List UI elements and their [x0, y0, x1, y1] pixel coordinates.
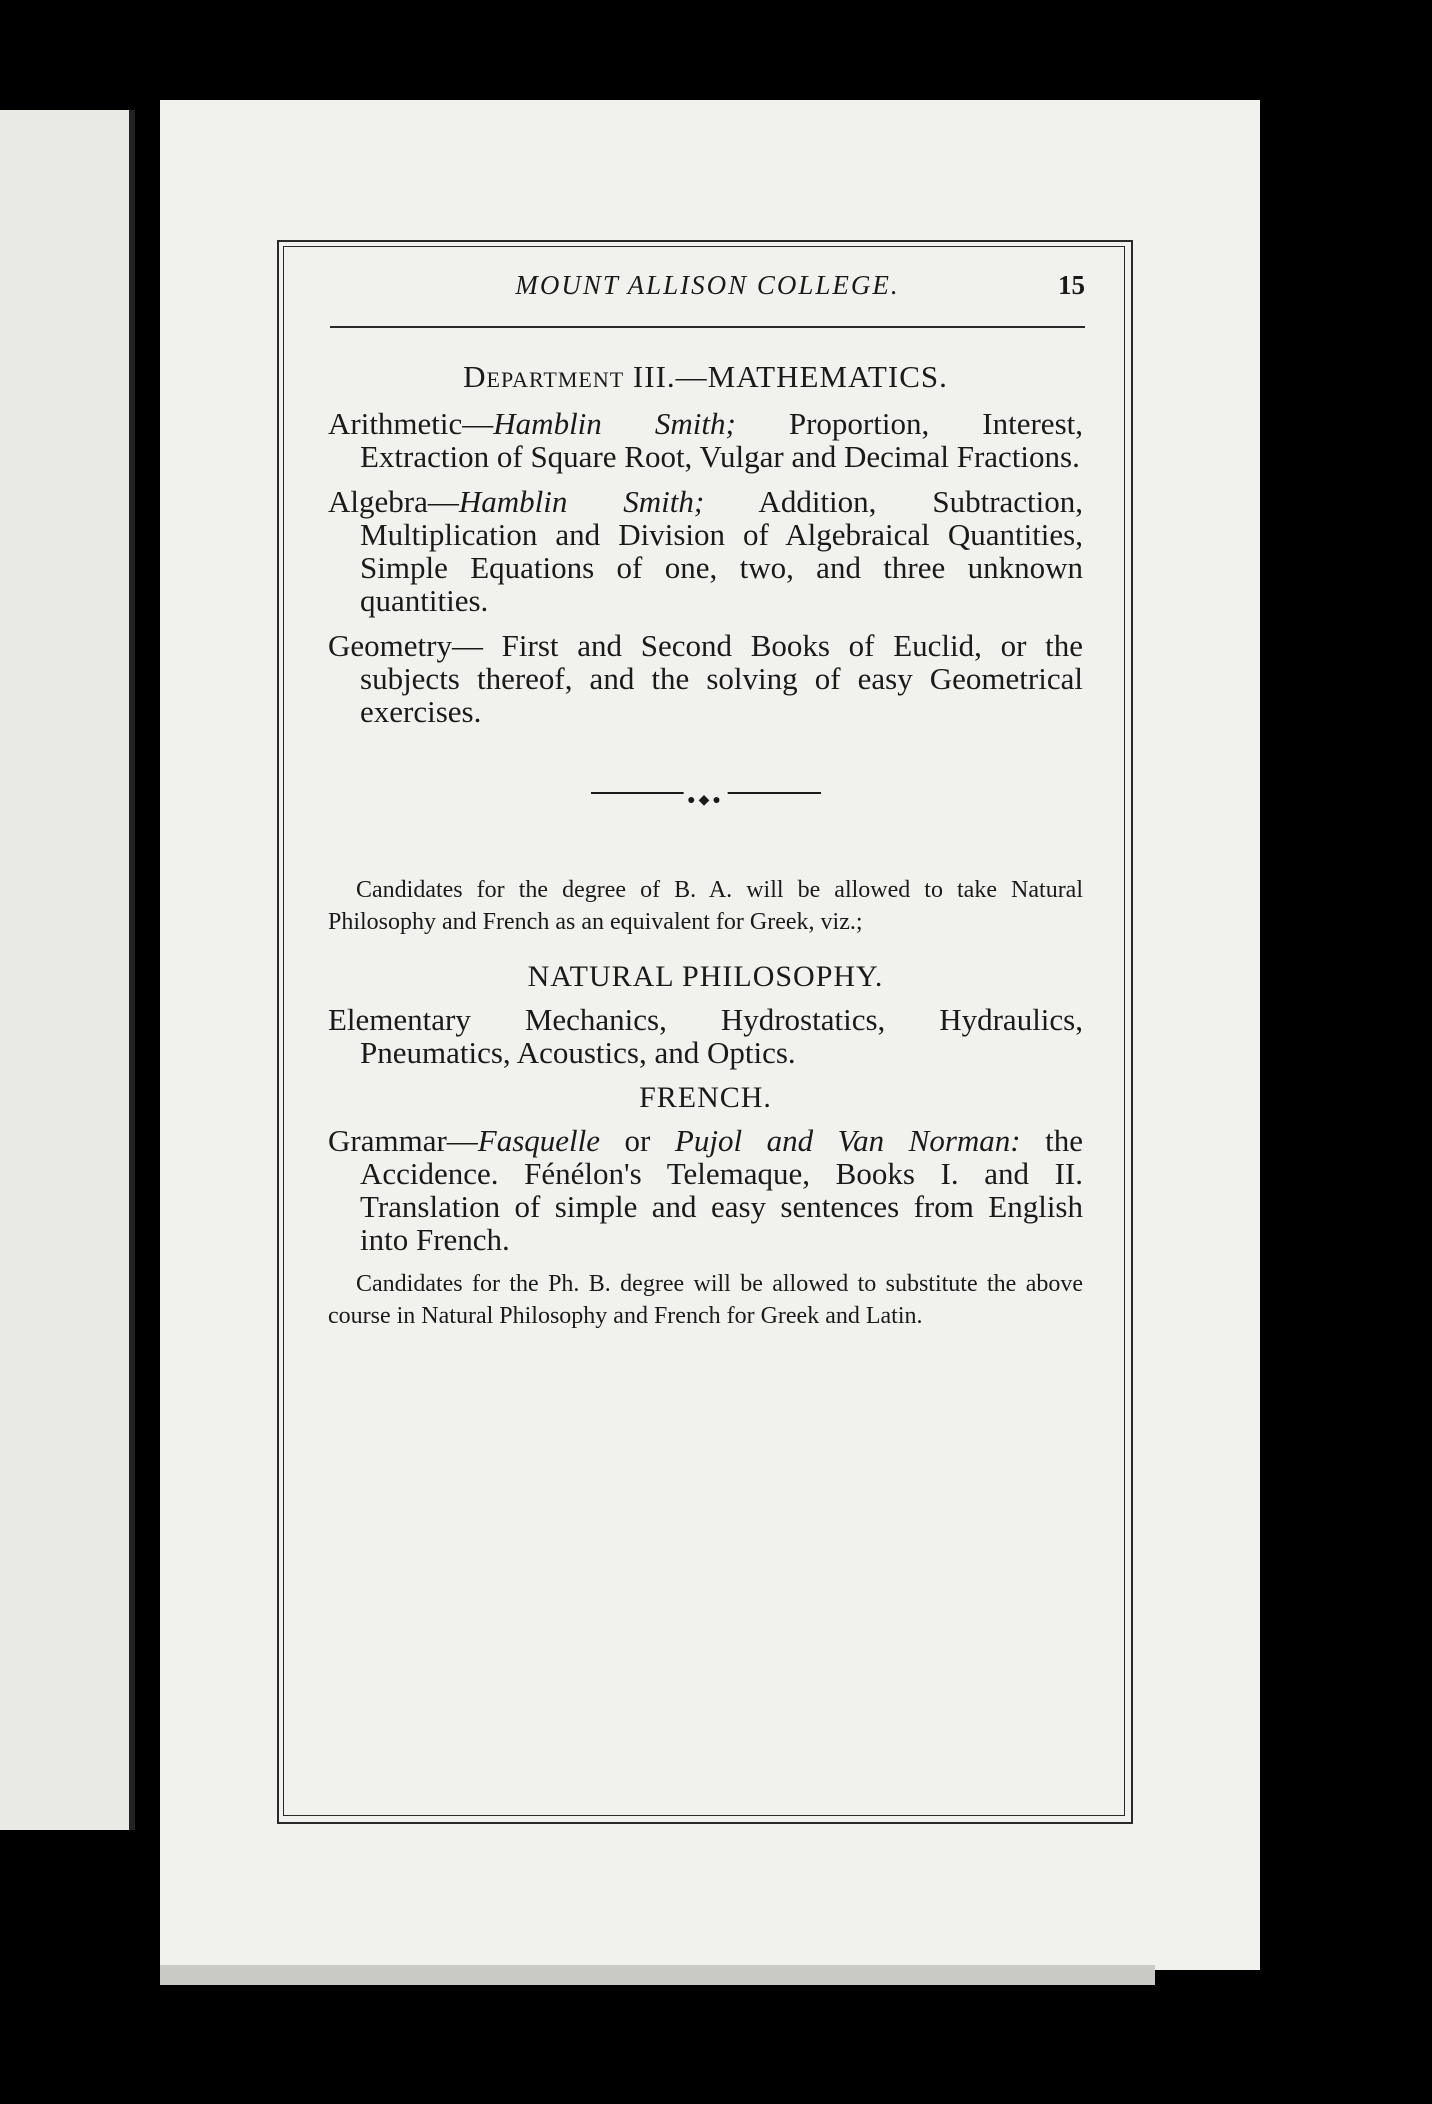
french-entry: [328, 1124, 1083, 1256]
entry-text: Proportion, Interest, Extraction of Square Root, Vulgar and Decimal Fractions.: [360, 406, 1083, 474]
natural-philosophy-heading: NATURAL PHILOSOPHY.: [527, 960, 884, 993]
algebra-entry: [328, 485, 1083, 617]
page-bottom-edge: [160, 1965, 1155, 1985]
section-ornament: [591, 784, 821, 808]
department-label: Department: [463, 359, 625, 394]
running-head: [330, 270, 1085, 310]
entry-author: Hamblin Smith;: [493, 406, 736, 441]
natural-philosophy-entry: Elementary Mechanics, Hydrostatics, Hydraulics, Pneumatics, Acoustics, and Optics.: [328, 1002, 1083, 1070]
entry-text: First and Second Books of Euclid, or the subjects thereof, and the solving of easy Geometrical exercises.: [360, 628, 1083, 729]
phb-note: Candidates for the Ph. B. degree will be allowed to substitute the above course in Natural Philosophy and French for Greek and Latin.: [328, 1271, 1083, 1329]
entry-subject: Grammar—: [328, 1123, 478, 1158]
entry-author: Hamblin Smith;: [458, 484, 705, 519]
entry-conjunction: or: [600, 1123, 675, 1158]
geometry-entry: [328, 629, 1083, 728]
entry-text: Addition, Subtraction, Multiplication and Division of Algebraical Quantities, Simple Equations of one, two, and three unknown quantities.: [360, 484, 1084, 618]
running-title: MOUNT ALLISON COLLEGE.: [515, 270, 900, 300]
department-heading: [328, 360, 1083, 393]
ba-note: Candidates for the degree of B. A. will be allowed to take Natural Philosophy and French as an equivalent for Greek, viz.;: [328, 877, 1083, 935]
entry-author: Fasquelle: [477, 1123, 601, 1158]
ornament-dots: ●◆●: [683, 784, 728, 817]
entry-subject: Algebra—: [328, 484, 459, 519]
french-heading: FRENCH.: [639, 1081, 772, 1114]
page-number: 15: [1058, 270, 1085, 300]
entry-subject: Arithmetic—: [328, 406, 494, 441]
entry-author: Pujol and Van Norman:: [674, 1123, 1021, 1158]
facing-page-edge: [0, 110, 135, 1830]
arithmetic-entry: [328, 407, 1083, 473]
entry-text: the Accidence. Fénélon's Telemaque, Books I. and II. Translation of simple and easy sentences from English into French.: [360, 1123, 1083, 1257]
department-title: III.—MATHEMATICS.: [632, 359, 948, 394]
entry-subject: Geometry—: [328, 628, 483, 663]
book-gutter: [135, 100, 160, 1840]
header-rule: [330, 326, 1085, 328]
page-content: [328, 360, 1083, 1354]
